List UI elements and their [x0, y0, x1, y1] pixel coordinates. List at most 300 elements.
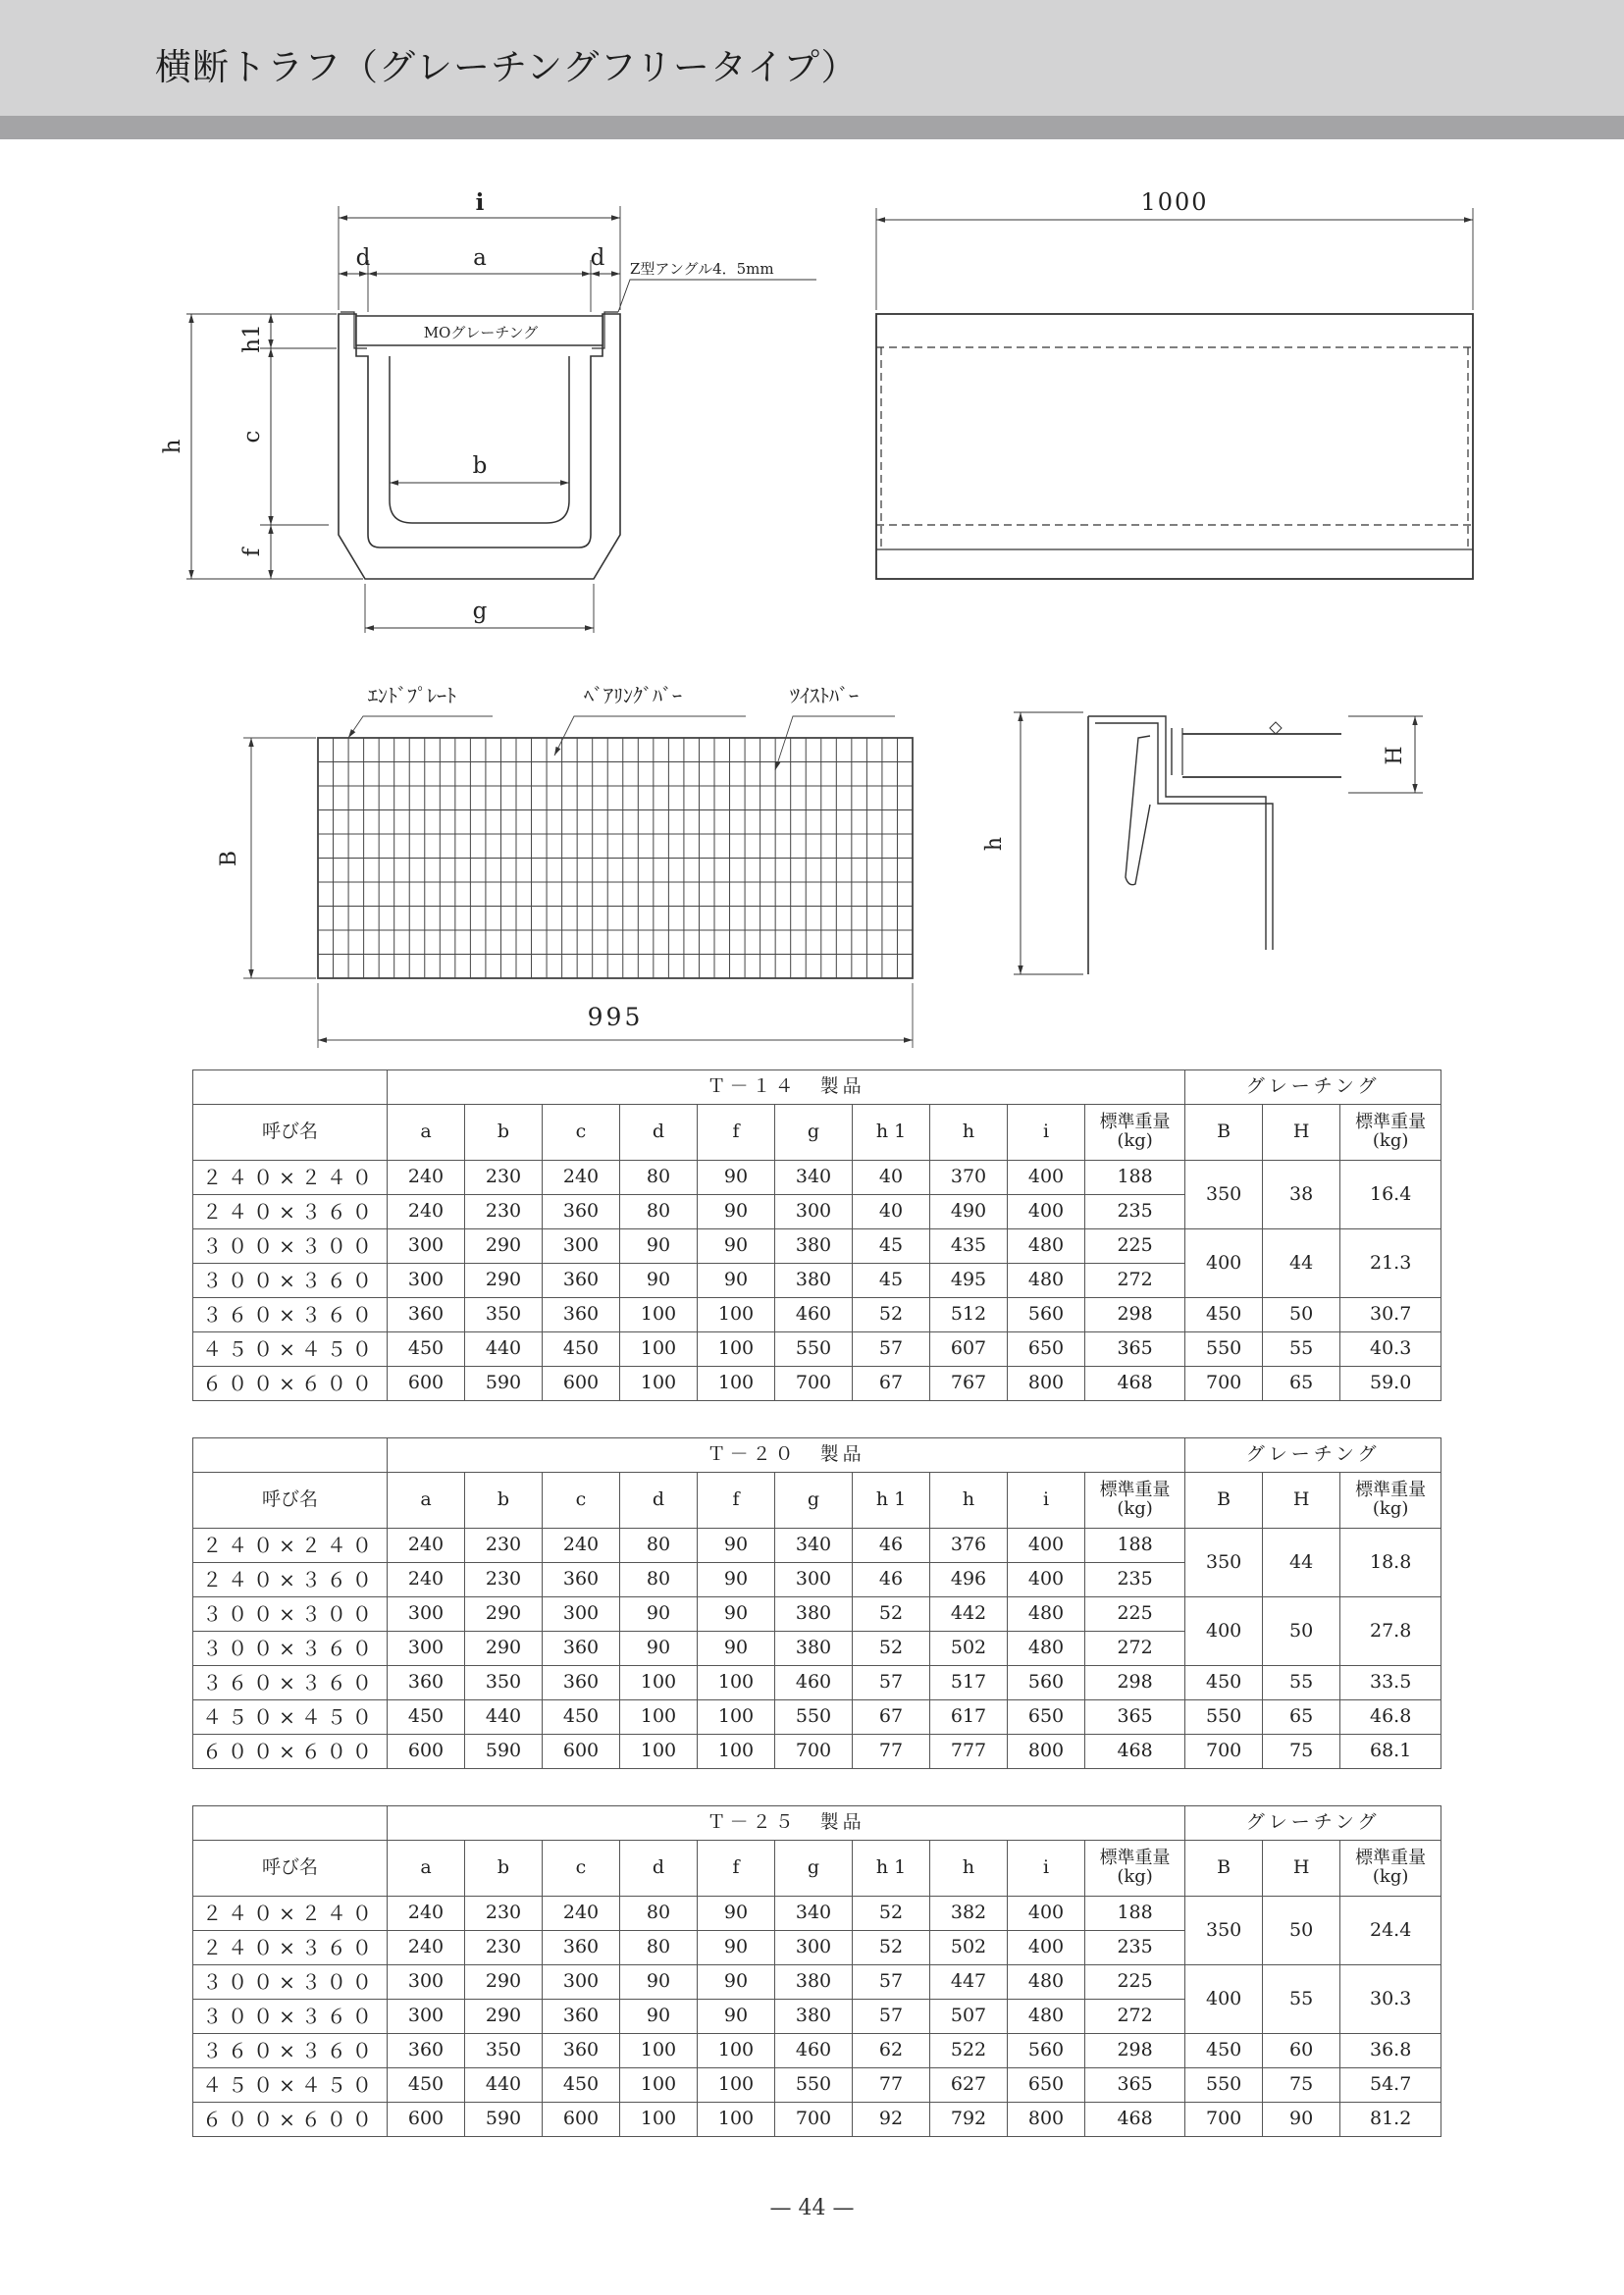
table-cell: 360 — [543, 2034, 620, 2068]
table-cell: 90 — [698, 1897, 775, 1931]
grating-cell: 50 — [1263, 1298, 1340, 1332]
table-cell: 300 — [388, 1965, 465, 2000]
grating-cell: 450 — [1185, 2034, 1263, 2068]
column-header: h 1 — [853, 1105, 930, 1161]
table-cell: 440 — [465, 1700, 543, 1735]
table-cell: 100 — [620, 2068, 698, 2103]
table-cell: 300 — [775, 1195, 853, 1229]
row-name: ２４０×２４０ — [193, 1897, 388, 1931]
table-cell: 52 — [853, 1597, 930, 1632]
column-header: a — [388, 1841, 465, 1897]
detail-labels — [982, 746, 1407, 851]
table-cell: 450 — [388, 1700, 465, 1735]
column-header-row — [193, 1473, 1441, 1529]
table-cell: 496 — [930, 1563, 1008, 1597]
table-cell: 45 — [853, 1229, 930, 1264]
column-header-weight: 標準重量 (kg) — [1340, 1105, 1441, 1161]
column-header: B — [1185, 1473, 1263, 1529]
dim-B: B — [217, 850, 241, 867]
table-cell: 700 — [775, 1735, 853, 1769]
dim-h: h — [160, 439, 185, 454]
column-header: a — [388, 1473, 465, 1529]
table-cell: 57 — [853, 1666, 930, 1700]
table-cell: 90 — [698, 1529, 775, 1563]
table-cell: 100 — [620, 1735, 698, 1769]
grating-cell: 24.4 — [1340, 1897, 1441, 1965]
table-cell: 46 — [853, 1563, 930, 1597]
table-cell: 240 — [388, 1161, 465, 1195]
grating-cell: 50 — [1263, 1597, 1340, 1666]
grating-cell: 54.7 — [1340, 2068, 1441, 2103]
table-cell: 67 — [853, 1700, 930, 1735]
table-cell: 240 — [543, 1161, 620, 1195]
table-cell: 57 — [853, 2000, 930, 2034]
table-cell: 800 — [1008, 1735, 1085, 1769]
grating-cell: 75 — [1263, 2068, 1340, 2103]
grating-cell: 65 — [1263, 1700, 1340, 1735]
grating-cell: 700 — [1185, 2103, 1263, 2137]
column-header-weight: 標準重量 (kg) — [1340, 1473, 1441, 1529]
table-cell: 100 — [698, 2034, 775, 2068]
table-cell: 230 — [465, 1931, 543, 1965]
table-cell: 90 — [698, 1965, 775, 2000]
table-cell: 100 — [620, 2034, 698, 2068]
table-cell: 360 — [543, 1666, 620, 1700]
table-title: Ｔ－２５ 製品 — [388, 1806, 1185, 1841]
table-cell: 360 — [388, 1666, 465, 1700]
grating-cell: 81.2 — [1340, 2103, 1441, 2137]
grating-cell: 350 — [1185, 1161, 1263, 1229]
column-header: b — [465, 1473, 543, 1529]
grating-cell: 38 — [1263, 1161, 1340, 1229]
table-cell: 400 — [1008, 1931, 1085, 1965]
dim-d-left: d — [355, 245, 371, 271]
table-cell: 100 — [620, 1666, 698, 1700]
row-name: ３００×３６０ — [193, 2000, 388, 2034]
column-header: f — [698, 1841, 775, 1897]
table-cell: 272 — [1085, 1632, 1185, 1666]
table-cell: 300 — [543, 1229, 620, 1264]
table-cell: 57 — [853, 1965, 930, 2000]
table-cell: 627 — [930, 2068, 1008, 2103]
table-cell: 480 — [1008, 1597, 1085, 1632]
dim-g: g — [472, 599, 488, 624]
table-cell: 80 — [620, 1931, 698, 1965]
column-header: i — [1008, 1841, 1085, 1897]
page-title: 横断トラフ（グレーチングフリータイプ） — [155, 46, 859, 88]
table-cell: 300 — [775, 1563, 853, 1597]
table-cell: 480 — [1008, 1965, 1085, 2000]
row-name: ４５０×４５０ — [193, 1700, 388, 1735]
table-cell: 380 — [775, 1264, 853, 1298]
table-cell: 92 — [853, 2103, 930, 2137]
dim-a: a — [473, 245, 487, 271]
table-cell: 600 — [388, 1735, 465, 1769]
table-row — [193, 1965, 1441, 2000]
table-cell: 460 — [775, 1666, 853, 1700]
table-cell: 517 — [930, 1666, 1008, 1700]
table-title: Ｔ－１４ 製品 — [388, 1070, 1185, 1105]
table-cell: 90 — [698, 1931, 775, 1965]
table-header-row — [193, 1070, 1441, 1105]
table-row — [193, 1332, 1441, 1367]
table-row — [193, 1367, 1441, 1401]
row-name: ６００×６００ — [193, 2103, 388, 2137]
blank-corner-cell — [193, 1438, 388, 1473]
row-name: ２４０×３６０ — [193, 1195, 388, 1229]
table-cell: 360 — [543, 1264, 620, 1298]
table-cell: 100 — [620, 1332, 698, 1367]
table-cell: 590 — [465, 1735, 543, 1769]
grating-cell: 75 — [1263, 1735, 1340, 1769]
table-cell: 365 — [1085, 2068, 1185, 2103]
table-cell: 80 — [620, 1529, 698, 1563]
row-name: ３６０×３６０ — [193, 1666, 388, 1700]
table-cell: 360 — [543, 1931, 620, 1965]
table-cell: 225 — [1085, 1597, 1185, 1632]
table-cell: 225 — [1085, 1229, 1185, 1264]
grating-cell: 30.7 — [1340, 1298, 1441, 1332]
table-cell: 382 — [930, 1897, 1008, 1931]
table-cell: 240 — [388, 1195, 465, 1229]
grating-cell: 36.8 — [1340, 2034, 1441, 2068]
grating-cell: 33.5 — [1340, 1666, 1441, 1700]
table-cell: 290 — [465, 1264, 543, 1298]
grating-length: 995 — [587, 1003, 644, 1031]
table-cell: 90 — [620, 1597, 698, 1632]
grating-cell: 68.1 — [1340, 1735, 1441, 1769]
table-cell: 435 — [930, 1229, 1008, 1264]
side-length: 1000 — [1140, 188, 1209, 216]
table-cell: 450 — [388, 1332, 465, 1367]
table-cell: 800 — [1008, 2103, 1085, 2137]
table-cell: 650 — [1008, 1700, 1085, 1735]
table-cell: 617 — [930, 1700, 1008, 1735]
table-cell: 100 — [698, 1367, 775, 1401]
table-cell: 46 — [853, 1529, 930, 1563]
twist-bar-label: ﾂｲｽﾄﾊﾞｰ — [790, 684, 859, 707]
table-cell: 80 — [620, 1563, 698, 1597]
blank-corner-cell — [193, 1806, 388, 1841]
table-row — [193, 1735, 1441, 1769]
table-cell: 100 — [698, 2068, 775, 2103]
spec-table — [192, 1805, 1441, 2137]
table-cell: 240 — [388, 1529, 465, 1563]
table-cell: 560 — [1008, 1666, 1085, 1700]
grating-plan-drawing — [243, 716, 913, 1048]
row-name: ３００×３６０ — [193, 1632, 388, 1666]
table-cell: 225 — [1085, 1965, 1185, 2000]
side-view-drawing — [876, 208, 1473, 579]
column-header-weight: 標準重量 (kg) — [1085, 1105, 1185, 1161]
grating-cell: 550 — [1185, 2068, 1263, 2103]
table-cell: 230 — [465, 1563, 543, 1597]
table-cell: 502 — [930, 1632, 1008, 1666]
table-cell: 80 — [620, 1195, 698, 1229]
grating-cell: 44 — [1263, 1529, 1340, 1597]
table-cell: 62 — [853, 2034, 930, 2068]
column-header: i — [1008, 1473, 1085, 1529]
table-cell: 188 — [1085, 1529, 1185, 1563]
grating-cell: 40.3 — [1340, 1332, 1441, 1367]
table-cell: 300 — [388, 2000, 465, 2034]
table-cell: 468 — [1085, 1367, 1185, 1401]
column-header: g — [775, 1841, 853, 1897]
table-cell: 490 — [930, 1195, 1008, 1229]
table-cell: 52 — [853, 1897, 930, 1931]
grating-cell: 27.8 — [1340, 1597, 1441, 1666]
column-header: B — [1185, 1105, 1263, 1161]
row-name: ６００×６００ — [193, 1367, 388, 1401]
dim-b: b — [472, 453, 488, 479]
table-cell: 90 — [698, 1229, 775, 1264]
table-cell: 290 — [465, 2000, 543, 2034]
table-cell: 376 — [930, 1529, 1008, 1563]
column-header-name: 呼び名 — [193, 1841, 388, 1897]
table-cell: 52 — [853, 1632, 930, 1666]
grating-grid — [318, 738, 913, 978]
grating-cell: 44 — [1263, 1229, 1340, 1298]
bearing-bar-label: ﾍﾞｱﾘﾝｸﾞﾊﾞｰ — [584, 684, 682, 707]
column-header: d — [620, 1105, 698, 1161]
table-cell: 77 — [853, 2068, 930, 2103]
row-name: ２４０×３６０ — [193, 1563, 388, 1597]
table-cell: 522 — [930, 2034, 1008, 2068]
column-header-weight: 標準重量 (kg) — [1085, 1473, 1185, 1529]
table-cell: 40 — [853, 1195, 930, 1229]
table-cell: 100 — [698, 1298, 775, 1332]
table-cell: 380 — [775, 2000, 853, 2034]
table-cell: 360 — [388, 2034, 465, 2068]
column-header: h — [930, 1841, 1008, 1897]
column-header: H — [1263, 1105, 1340, 1161]
page-number: — 44 — — [769, 2196, 855, 2220]
table-cell: 650 — [1008, 2068, 1085, 2103]
table-cell: 400 — [1008, 1195, 1085, 1229]
grating-cell: 30.3 — [1340, 1965, 1441, 2034]
table-cell: 290 — [465, 1597, 543, 1632]
detail-drawing — [1014, 712, 1423, 974]
table-cell: 340 — [775, 1897, 853, 1931]
table-cell: 450 — [543, 2068, 620, 2103]
table-cell: 240 — [543, 1529, 620, 1563]
grating-note: MOグレーチング — [423, 324, 539, 341]
dim-f: f — [239, 548, 265, 557]
column-header: B — [1185, 1841, 1263, 1897]
table-cell: 230 — [465, 1897, 543, 1931]
table-cell: 100 — [620, 2103, 698, 2137]
column-header: f — [698, 1105, 775, 1161]
table-cell: 300 — [543, 1597, 620, 1632]
table-cell: 300 — [388, 1229, 465, 1264]
table-cell: 502 — [930, 1931, 1008, 1965]
row-name: ３６０×３６０ — [193, 2034, 388, 2068]
table-cell: 100 — [698, 1666, 775, 1700]
row-name: ２４０×２４０ — [193, 1161, 388, 1195]
table-cell: 100 — [698, 1700, 775, 1735]
table-cell: 90 — [698, 1195, 775, 1229]
table-cell: 300 — [388, 1632, 465, 1666]
table-cell: 240 — [388, 1563, 465, 1597]
table-cell: 350 — [465, 1666, 543, 1700]
table-cell: 460 — [775, 1298, 853, 1332]
table-row — [193, 1897, 1441, 1931]
table-cell: 365 — [1085, 1332, 1185, 1367]
column-header: h — [930, 1105, 1008, 1161]
column-header: b — [465, 1841, 543, 1897]
table-cell: 380 — [775, 1229, 853, 1264]
dim-h1: h1 — [239, 324, 265, 353]
table-cell: 468 — [1085, 2103, 1185, 2137]
table-cell: 792 — [930, 2103, 1008, 2137]
table-cell: 360 — [543, 1298, 620, 1332]
grating-cell: 59.0 — [1340, 1367, 1441, 1401]
table-cell: 777 — [930, 1735, 1008, 1769]
table-cell: 272 — [1085, 1264, 1185, 1298]
table-cell: 700 — [775, 2103, 853, 2137]
grating-cell: 450 — [1185, 1298, 1263, 1332]
table-row — [193, 2103, 1441, 2137]
grating-cell: 16.4 — [1340, 1161, 1441, 1229]
table-cell: 67 — [853, 1367, 930, 1401]
column-header-name: 呼び名 — [193, 1105, 388, 1161]
row-name: ４５０×４５０ — [193, 1332, 388, 1367]
row-name: ３００×３００ — [193, 1229, 388, 1264]
table-cell: 100 — [620, 1700, 698, 1735]
table-cell: 235 — [1085, 1931, 1185, 1965]
table-cell: 90 — [698, 1161, 775, 1195]
table-cell: 550 — [775, 1332, 853, 1367]
angle-note: Z型アングル4．5mm — [630, 260, 774, 278]
table-cell: 90 — [698, 1597, 775, 1632]
column-header: a — [388, 1105, 465, 1161]
table-row — [193, 1229, 1441, 1264]
table-row — [193, 2068, 1441, 2103]
table-cell: 52 — [853, 1298, 930, 1332]
table-cell: 512 — [930, 1298, 1008, 1332]
table-cell: 90 — [620, 1229, 698, 1264]
row-name: ２４０×３６０ — [193, 1931, 388, 1965]
table-cell: 90 — [620, 2000, 698, 2034]
row-name: ６００×６００ — [193, 1735, 388, 1769]
table-cell: 80 — [620, 1161, 698, 1195]
table-cell: 450 — [388, 2068, 465, 2103]
grating-cell: 55 — [1263, 1332, 1340, 1367]
spec-table — [192, 1069, 1441, 1401]
table-cell: 507 — [930, 2000, 1008, 2034]
table-row — [193, 1529, 1441, 1563]
column-header: b — [465, 1105, 543, 1161]
table-cell: 240 — [388, 1931, 465, 1965]
column-header-weight: 標準重量 (kg) — [1085, 1841, 1185, 1897]
dim-c: c — [239, 430, 265, 443]
table-cell: 607 — [930, 1332, 1008, 1367]
grating-group-header: グレーチング — [1185, 1806, 1441, 1841]
table-cell: 480 — [1008, 1632, 1085, 1666]
table-cell: 460 — [775, 2034, 853, 2068]
table-cell: 230 — [465, 1195, 543, 1229]
table-cell: 235 — [1085, 1563, 1185, 1597]
table-cell: 550 — [775, 1700, 853, 1735]
table-cell: 100 — [698, 1332, 775, 1367]
grating-cell: 400 — [1185, 1597, 1263, 1666]
table-cell: 442 — [930, 1597, 1008, 1632]
table-row — [193, 2034, 1441, 2068]
table-cell: 57 — [853, 1332, 930, 1367]
table-cell: 480 — [1008, 1229, 1085, 1264]
column-header-row — [193, 1841, 1441, 1897]
table-cell: 52 — [853, 1931, 930, 1965]
table-cell: 400 — [1008, 1563, 1085, 1597]
table-cell: 360 — [543, 1632, 620, 1666]
end-plate-label: ｴﾝﾄﾞﾌﾟﾚｰﾄ — [368, 684, 456, 707]
column-header-name: 呼び名 — [193, 1473, 388, 1529]
grating-cell: 55 — [1263, 1666, 1340, 1700]
column-header: g — [775, 1105, 853, 1161]
table-cell: 360 — [388, 1298, 465, 1332]
table-cell: 77 — [853, 1735, 930, 1769]
detail-dim-h: h — [982, 836, 1007, 852]
table-cell: 650 — [1008, 1332, 1085, 1367]
grating-cell: 60 — [1263, 2034, 1340, 2068]
table-cell: 590 — [465, 1367, 543, 1401]
column-header-weight: 標準重量 (kg) — [1340, 1841, 1441, 1897]
table-cell: 447 — [930, 1965, 1008, 2000]
table-cell: 240 — [388, 1897, 465, 1931]
row-name: ２４０×２４０ — [193, 1529, 388, 1563]
table-cell: 340 — [775, 1529, 853, 1563]
table-cell: 560 — [1008, 1298, 1085, 1332]
table-cell: 450 — [543, 1332, 620, 1367]
table-header-row — [193, 1438, 1441, 1473]
table-cell: 600 — [543, 2103, 620, 2137]
table-cell: 240 — [543, 1897, 620, 1931]
table-cell: 380 — [775, 1632, 853, 1666]
column-header: H — [1263, 1473, 1340, 1529]
column-header: d — [620, 1473, 698, 1529]
grating-cell: 65 — [1263, 1367, 1340, 1401]
table-cell: 90 — [698, 1632, 775, 1666]
table-cell: 560 — [1008, 2034, 1085, 2068]
table-header-row — [193, 1806, 1441, 1841]
row-name: ３００×３００ — [193, 1597, 388, 1632]
table-cell: 480 — [1008, 2000, 1085, 2034]
technical-drawings — [0, 0, 1624, 1060]
grating-group-header: グレーチング — [1185, 1070, 1441, 1105]
table-row — [193, 1700, 1441, 1735]
table-cell: 380 — [775, 1965, 853, 2000]
blank-corner-cell — [193, 1070, 388, 1105]
table-cell: 80 — [620, 1897, 698, 1931]
column-header: c — [543, 1105, 620, 1161]
table-cell: 272 — [1085, 2000, 1185, 2034]
dim-i: i — [475, 189, 485, 216]
table-row — [193, 1161, 1441, 1195]
table-cell: 90 — [698, 2000, 775, 2034]
column-header: c — [543, 1473, 620, 1529]
row-name: ３００×３００ — [193, 1965, 388, 2000]
column-header: h 1 — [853, 1473, 930, 1529]
table-cell: 300 — [775, 1931, 853, 1965]
table-cell: 590 — [465, 2103, 543, 2137]
table-cell: 298 — [1085, 1666, 1185, 1700]
table-cell: 767 — [930, 1367, 1008, 1401]
column-header: H — [1263, 1841, 1340, 1897]
spec-table — [192, 1437, 1441, 1769]
table-cell: 370 — [930, 1161, 1008, 1195]
row-name: ４５０×４５０ — [193, 2068, 388, 2103]
table-cell: 600 — [388, 2103, 465, 2137]
